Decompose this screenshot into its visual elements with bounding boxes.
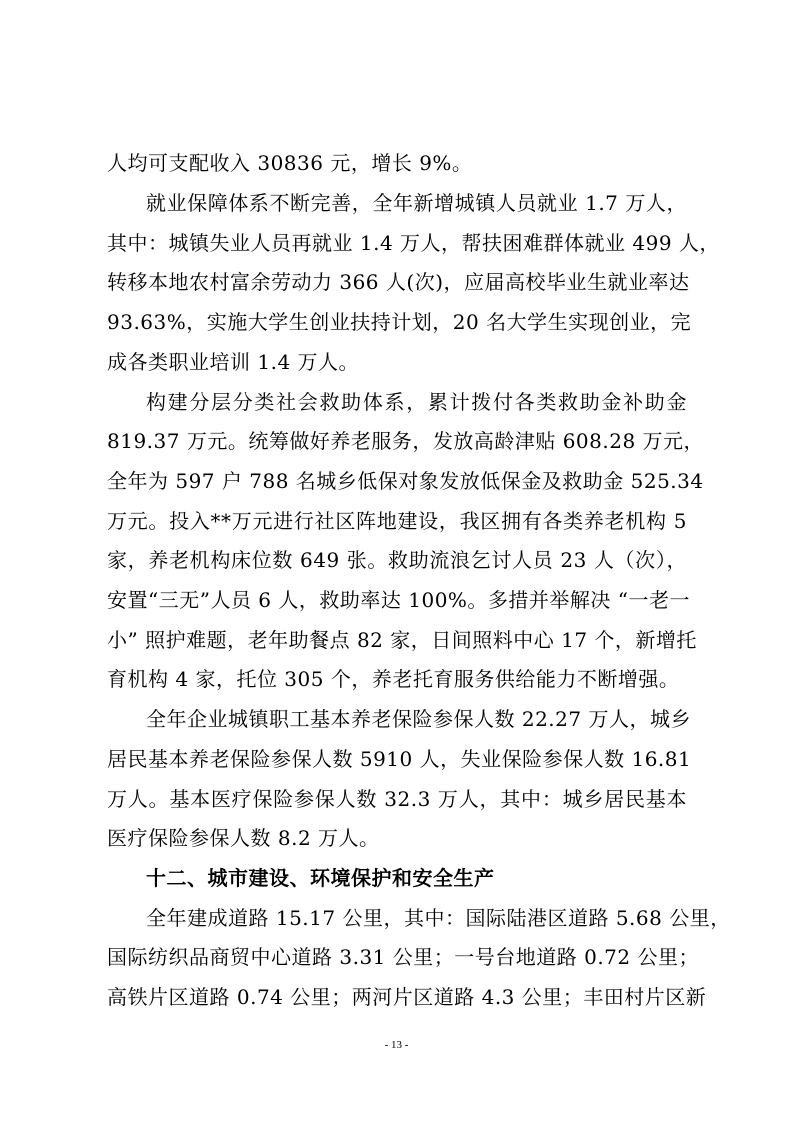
text-line: 人均可支配收入 30836 元，增长 9%。 <box>107 151 473 175</box>
text-line: 安置“三无”人员 6 人，救助率达 100%。多措并举解决 “一老一 <box>107 588 691 612</box>
text-line: 万元。投入**万元进行社区阵地建设，我区拥有各类养老机构 5 <box>107 509 687 533</box>
text-line: 819.37 万元。统筹做好养老服务，发放高龄津贴 608.28 万元， <box>107 429 705 453</box>
text-line: 医疗保险参保人数 8.2 万人。 <box>107 826 380 850</box>
text-line: 全年为 597 户 788 名城乡低保对象发放低保金及救助金 525.34 <box>107 469 704 493</box>
text-line: 转移本地农村富余劳动力 366 人(次)，应届高校毕业生就业率达 <box>107 270 690 294</box>
paragraph-social-assistance-first-line: 构建分层分类社会救助体系，累计拨付各类救助金补助金 <box>146 390 687 414</box>
text-line: 成各类职业培训 1.4 万人。 <box>107 350 360 374</box>
text-line: 其中：城镇失业人员再就业 1.4 万人，帮扶困难群体就业 499 人， <box>107 231 720 255</box>
text-line: 国际纺织品商贸中心道路 3.31 公里；一号台地道路 0.72 公里； <box>107 945 699 969</box>
paragraph-employment-first-line: 就业保障体系不断完善，全年新增城镇人员就业 1.7 万人， <box>146 191 687 215</box>
text-line: 育机构 4 家，托位 305 个，养老托育服务供给能力不断增强。 <box>107 667 680 691</box>
text-line: 家，养老机构床位数 649 张。救助流浪乞讨人员 23 人（次）， <box>107 548 687 572</box>
text-line: 93.63%，实施大学生创业扶持计划，20 名大学生实现创业，完 <box>107 310 692 334</box>
text-line: 小” 照护难题，老年助餐点 82 家，日间照料中心 17 个，新增托 <box>107 628 697 652</box>
paragraph-insurance-first-line: 全年企业城镇职工基本养老保险参保人数 22.27 万人，城乡 <box>146 707 691 731</box>
page-number: - 13 - <box>384 1039 409 1051</box>
paragraph-roads-first-line: 全年建成道路 15.17 公里，其中：国际陆港区道路 5.68 公里， <box>146 906 731 930</box>
text-line: 高铁片区道路 0.74 公里；两河片区道路 4.3 公里；丰田村片区新 <box>107 985 707 1009</box>
text-line: 居民基本养老保险参保人数 5910 人，失业保险参保人数 16.81 <box>107 747 692 771</box>
section-heading: 十二、城市建设、环境保护和安全生产 <box>146 866 495 890</box>
text-line: 万人。基本医疗保险参保人数 32.3 万人，其中：城乡居民基本 <box>107 787 687 811</box>
